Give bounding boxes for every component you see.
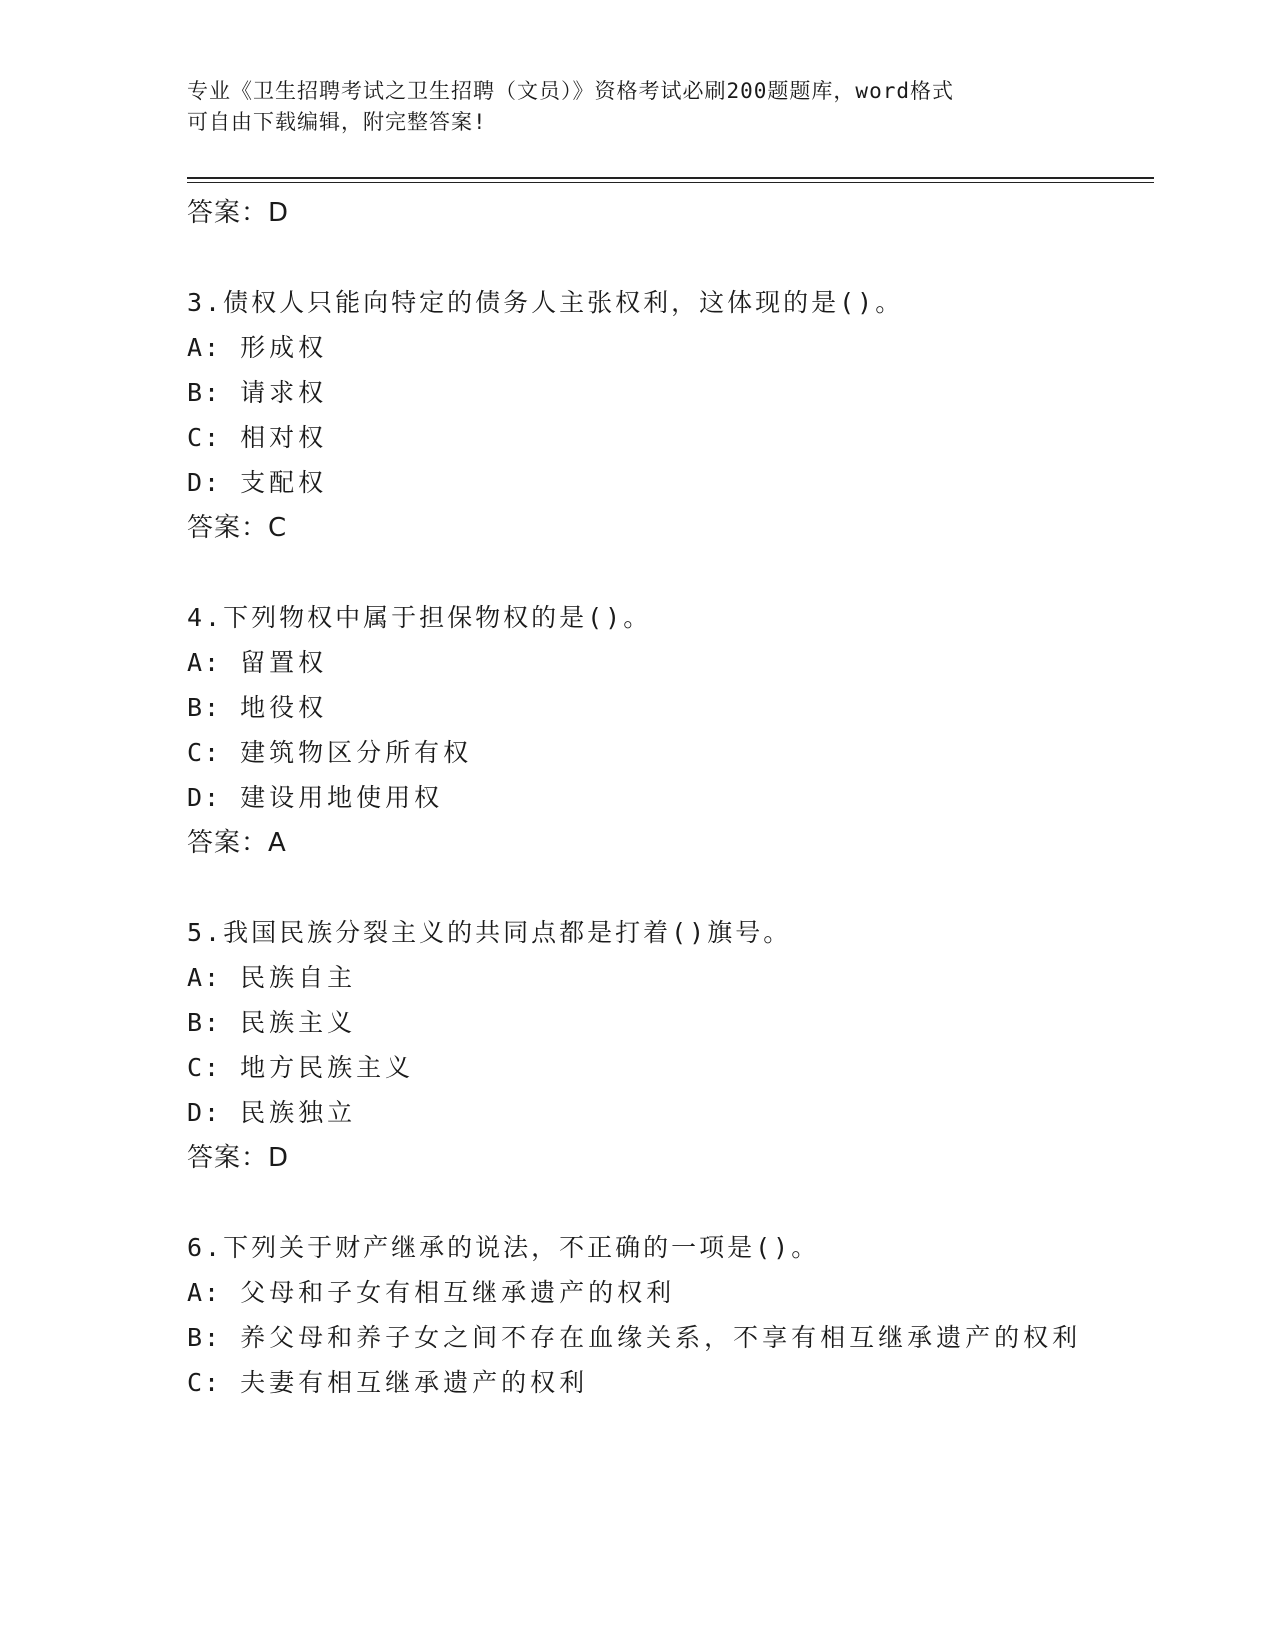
option-c <box>187 1360 1147 1405</box>
answer-label: 答案： <box>187 198 269 228</box>
option-c <box>187 415 1147 460</box>
question-text: 5.我国民族分裂主义的共同点都是打着()旗号。 <box>187 918 792 947</box>
option-label: A: <box>187 963 222 992</box>
option-a <box>187 640 1147 685</box>
option-text: 建筑物区分所有权 <box>240 738 473 767</box>
option-text: 请求权 <box>240 378 328 407</box>
option-text: 民族独立 <box>240 1098 357 1127</box>
option-label: B: <box>187 1323 222 1352</box>
option-text: 养父母和养子女之间不存在血缘关系，不享有相互继承遗产的权利 <box>240 1323 1082 1352</box>
option-text: 夫妻有相互继承遗产的权利 <box>240 1368 589 1397</box>
option-label: A: <box>187 648 222 677</box>
option-label: C: <box>187 738 222 767</box>
option-c <box>187 730 1147 775</box>
answer-value: C <box>268 513 288 543</box>
answer-line <box>187 820 1147 866</box>
option-text: 地方民族主义 <box>240 1053 415 1082</box>
header-line-1: 专业《卫生招聘考试之卫生招聘（文员）》资格考试必刷200题题库，word格式 <box>187 79 954 103</box>
answer-value: D <box>268 198 290 228</box>
document-header <box>187 76 1067 138</box>
option-b <box>187 1000 1147 1045</box>
option-text: 民族主义 <box>240 1008 357 1037</box>
option-label: B: <box>187 378 222 407</box>
option-d <box>187 1090 1147 1135</box>
question-text: 6.下列关于财产继承的说法，不正确的一项是()。 <box>187 1233 820 1262</box>
answer-value: A <box>268 828 287 858</box>
question-list <box>187 190 1147 1405</box>
option-text: 留置权 <box>240 648 328 677</box>
answer-label: 答案： <box>187 828 269 858</box>
option-label: D: <box>187 783 222 812</box>
question-text: 3.债权人只能向特定的债务人主张权利，这体现的是()。 <box>187 288 904 317</box>
option-text: 支配权 <box>240 468 328 497</box>
answer-line <box>187 505 1147 551</box>
answer-line <box>187 190 1147 236</box>
option-label: D: <box>187 468 222 497</box>
question-block <box>187 910 1147 1181</box>
question-block <box>187 595 1147 866</box>
option-d <box>187 775 1147 820</box>
answer-label: 答案： <box>187 1143 269 1173</box>
option-a <box>187 325 1147 370</box>
option-label: A: <box>187 333 222 362</box>
option-text: 形成权 <box>240 333 328 362</box>
answer-line <box>187 1135 1147 1181</box>
header-divider <box>187 177 1154 179</box>
option-text: 地役权 <box>240 693 328 722</box>
option-label: B: <box>187 1008 222 1037</box>
question-text: 4.下列物权中属于担保物权的是()。 <box>187 603 652 632</box>
option-label: C: <box>187 423 222 452</box>
option-label: D: <box>187 1098 222 1127</box>
option-label: B: <box>187 693 222 722</box>
option-d <box>187 460 1147 505</box>
question-block <box>187 1225 1147 1405</box>
option-a <box>187 955 1147 1000</box>
option-b <box>187 1315 1147 1360</box>
option-text: 相对权 <box>240 423 328 452</box>
option-label: C: <box>187 1368 222 1397</box>
option-text: 民族自主 <box>240 963 357 992</box>
option-text: 建设用地使用权 <box>240 783 444 812</box>
option-b <box>187 370 1147 415</box>
option-b <box>187 685 1147 730</box>
answer-label: 答案： <box>187 513 269 543</box>
question-block <box>187 280 1147 551</box>
option-text: 父母和子女有相互继承遗产的权利 <box>240 1278 676 1307</box>
option-c <box>187 1045 1147 1090</box>
option-label: A: <box>187 1278 222 1307</box>
header-line-2: 可自由下载编辑，附完整答案! <box>187 110 487 134</box>
option-a <box>187 1270 1147 1315</box>
answer-value: D <box>268 1143 290 1173</box>
header-divider-thin <box>187 182 1154 183</box>
option-label: C: <box>187 1053 222 1082</box>
